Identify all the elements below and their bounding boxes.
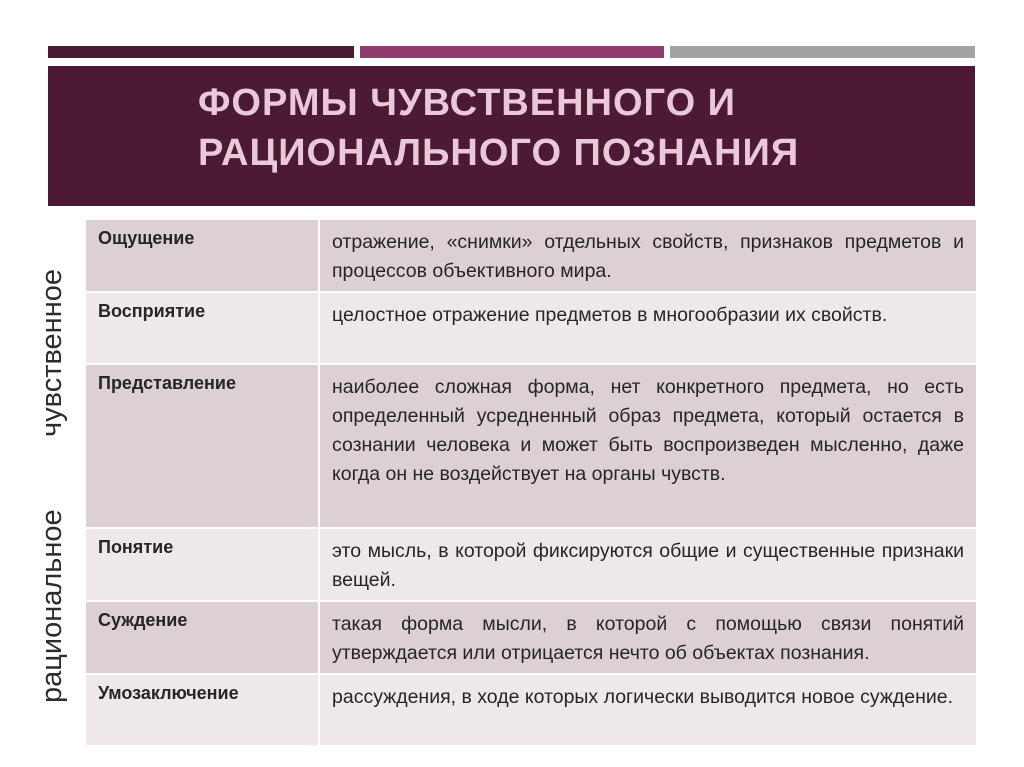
side-label-rational: рациональное [36,509,68,703]
decorative-bar-accent [360,46,664,58]
definition-text: наиболее сложная форма, нет конкретного предмета, но есть определенный усредненный образ предмета, который остается в сознании человека и может быть воспроизведен мысленно, даже когда он не воздействует на органы чувств. [332,376,964,485]
definition-text: рассуждения, в ходе которых логически выводится новое суждение. [332,686,954,708]
term-cell: Представление [85,364,319,528]
term-cell: Умозаключение [85,674,319,746]
table-row [85,364,977,528]
term-cell: Восприятие [85,292,319,364]
table-row [85,601,977,674]
definition-text: это мысль, в которой фиксируются общие и существенные признаки вещей. [332,540,964,591]
slide-title-line-1: ФОРМЫ ЧУВСТВЕННОГО И [198,82,736,124]
definition-text: такая форма мысли, в которой с помощью связи понятий утверждается или отрицается нечто об объектах познания. [332,613,964,664]
decorative-bar-gray [670,46,975,58]
table-row [85,528,977,601]
term-cell: Понятие [85,528,319,601]
forms-of-cognition-table [84,218,978,747]
term-cell: Ощущение [85,219,319,292]
definition-text: отражение, «снимки» отдельных свойств, признаков предметов и процессов объективного мира. [332,231,964,282]
term-cell: Суждение [85,601,319,674]
definition-cell [319,528,977,601]
side-label-sensory: чувственное [36,269,68,437]
decorative-bar-dark [48,46,354,58]
definition-text: целостное отражение предметов в многообразии их свойств. [332,304,888,326]
table-row [85,674,977,746]
table-row [85,292,977,364]
definition-cell [319,292,977,364]
definition-cell [319,601,977,674]
definition-cell [319,674,977,746]
slide-title-line-2: РАЦИОНАЛЬНОГО ПОЗНАНИЯ [198,132,800,174]
table-row [85,219,977,292]
definition-cell [319,219,977,292]
definition-cell [319,364,977,528]
